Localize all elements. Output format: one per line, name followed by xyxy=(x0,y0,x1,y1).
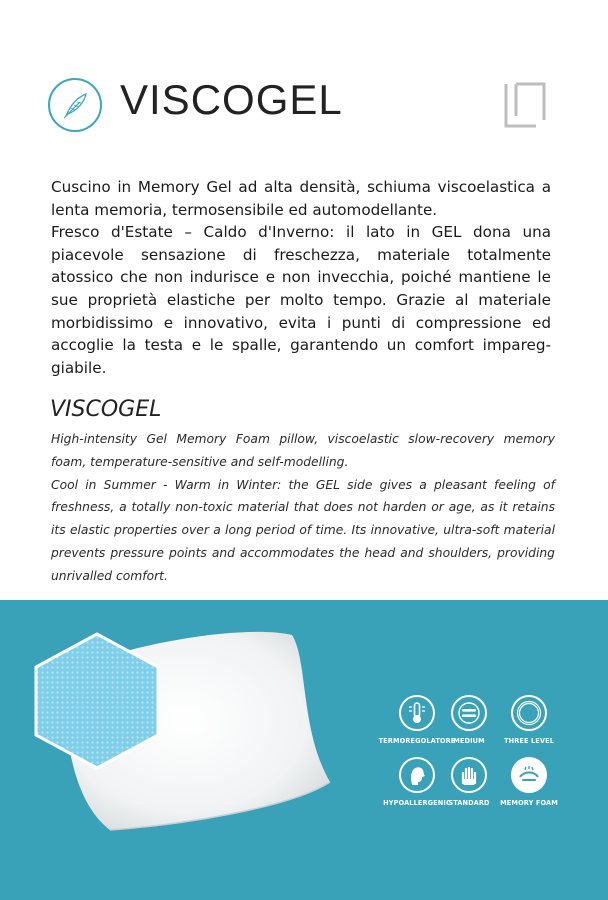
three-level-icon xyxy=(513,697,545,729)
feature-label: MEMORY FOAM xyxy=(500,799,558,807)
english-title: VISCOGEL xyxy=(50,397,162,422)
feature-label: MEDIUM xyxy=(453,737,485,745)
english-description xyxy=(51,428,555,588)
feature-label: HYPOALLERGENIC xyxy=(383,799,451,807)
bracket-logo-icon xyxy=(502,80,548,130)
pillow-illustration xyxy=(0,600,608,900)
standard-hand-icon xyxy=(453,759,485,791)
feather-icon xyxy=(58,88,92,122)
italian-paragraph-1: Cuscino in Memory Gel ad alta densità, schiuma viscoelastica a lenta memoria, termosensibile ed automodellante. xyxy=(51,178,551,219)
feather-logo xyxy=(48,78,102,132)
italian-paragraph-2: Fresco d'Estate – Caldo d'Inverno: il lato in GEL dona una piacevole sensazione di freschezza, materiale totalmente atossico che non indurisce e non invecchia, poiché mantiene le sue proprietà elastiche per molto tempo. Grazie al materiale morbidissimo e innovativo, evita i punti di compressione ed accoglie la testa e le spalle, garantendo un comfort impareg-giabile. xyxy=(51,223,551,377)
feature-label: STANDARD xyxy=(448,799,490,807)
header xyxy=(0,0,608,150)
feature-memory-foam xyxy=(484,757,574,807)
memory-foam-icon xyxy=(513,759,545,791)
medium-firmness-icon xyxy=(453,697,485,729)
english-paragraph-2: Cool in Summer - Warm in Winter: the GEL side gives a pleasant feeling of freshness, a totally non-toxic material that does not harden or age, as it retains its elastic properties over a long period of time. Its innovative, ultra-soft material prevents pressure points and accommodates the head and shoulders, providing unrivalled comfort. xyxy=(51,477,555,583)
italian-description xyxy=(51,176,551,379)
product-banner xyxy=(0,600,608,900)
english-paragraph-1: High-intensity Gel Memory Foam pillow, viscoelastic slow-recovery memory foam, temperature-sensitive and self-modelling. xyxy=(51,432,555,469)
brand-title: VISCOGEL xyxy=(120,76,343,123)
feature-three-level xyxy=(484,695,574,745)
feature-label: TERMOREGOLATORE xyxy=(378,737,456,745)
feature-label: THREE LEVEL xyxy=(503,737,554,745)
